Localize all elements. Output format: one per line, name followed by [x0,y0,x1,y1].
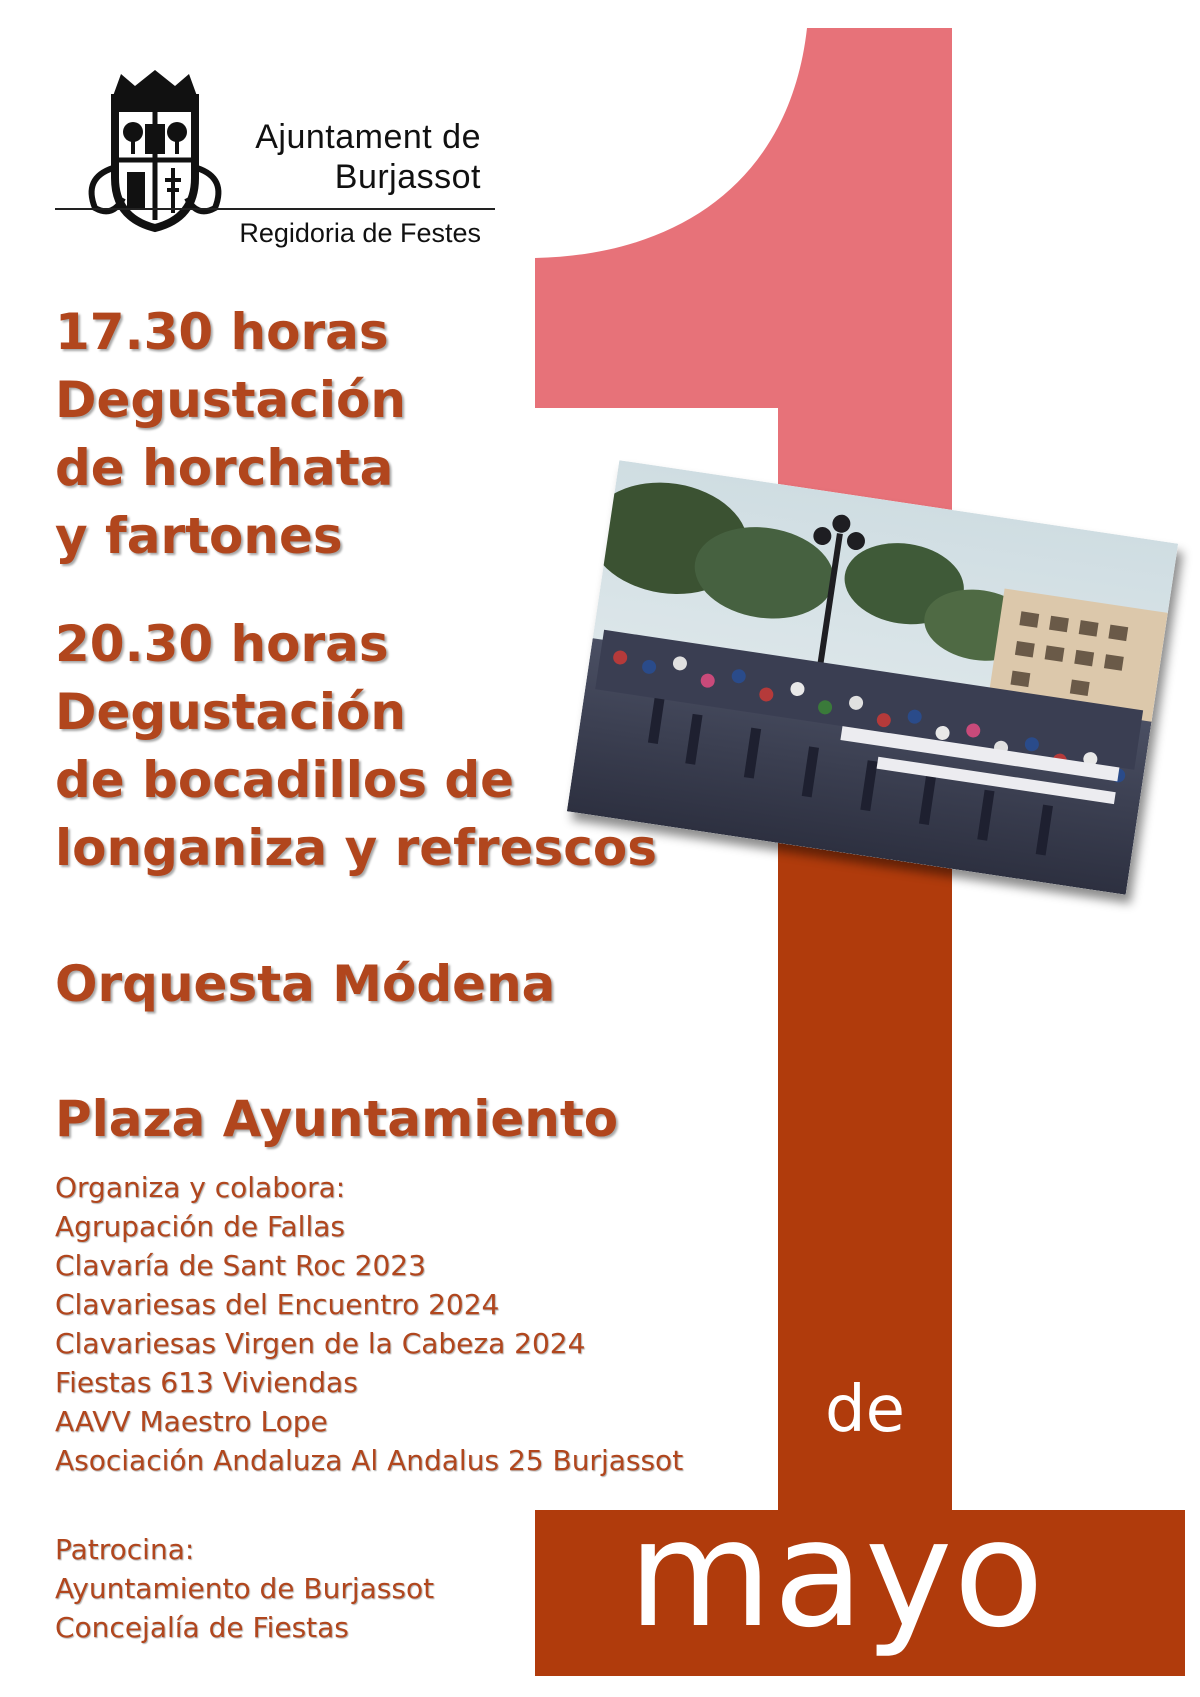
event-bocadillos [55,610,657,882]
event-horchata-line3: de horchata [55,439,394,497]
organizers-heading: Organiza y colabora: [55,1171,346,1204]
event-horchata-line4: y fartones [55,507,343,565]
date-month-label: mayo [628,1488,1045,1660]
event-bocadillos-line3: de bocadillos de [55,751,515,809]
logo-divider [55,208,495,210]
logo-title-line2: Burjassot [334,158,481,196]
event-bocadillos-line4: longaniza y refrescos [55,819,658,877]
organizer-item: Agrupación de Fallas [55,1210,345,1243]
municipal-logo [55,68,495,258]
organizer-item: Clavaría de Sant Roc 2023 [55,1249,426,1282]
organizer-item: Clavariesas del Encuentro 2024 [55,1288,500,1321]
event-bocadillos-time: 20.30 horas [55,615,389,673]
organizer-item: Asociación Andaluza Al Andalus 25 Burjassot [55,1444,684,1477]
organizers-list [55,1168,683,1480]
event-horchata [55,298,406,570]
event-horchata-line2: Degustación [55,371,406,429]
organizer-item: AAVV Maestro Lope [55,1405,328,1438]
orquesta-label: Orquesta Módena [55,955,556,1013]
logo-subtitle: Regidoria de Festes [239,218,481,248]
organizer-item: Fiestas 613 Viviendas [55,1366,358,1399]
organizer-item: Clavariesas Virgen de la Cabeza 2024 [55,1327,586,1360]
sponsors-heading: Patrocina: [55,1533,195,1566]
sponsors-list [55,1530,434,1647]
event-bocadillos-line2: Degustación [55,683,406,741]
plaza-label: Plaza Ayuntamiento [55,1090,619,1148]
crest-icon [73,68,238,238]
sponsor-item: Concejalía de Fiestas [55,1611,349,1644]
sponsor-item: Ayuntamiento de Burjassot [55,1572,435,1605]
logo-title-line1: Ajuntament de [255,118,481,156]
event-horchata-time: 17.30 horas [55,303,389,361]
date-de-label: de [825,1373,905,1447]
big-number-one-label: 1 [0,0,1,1]
